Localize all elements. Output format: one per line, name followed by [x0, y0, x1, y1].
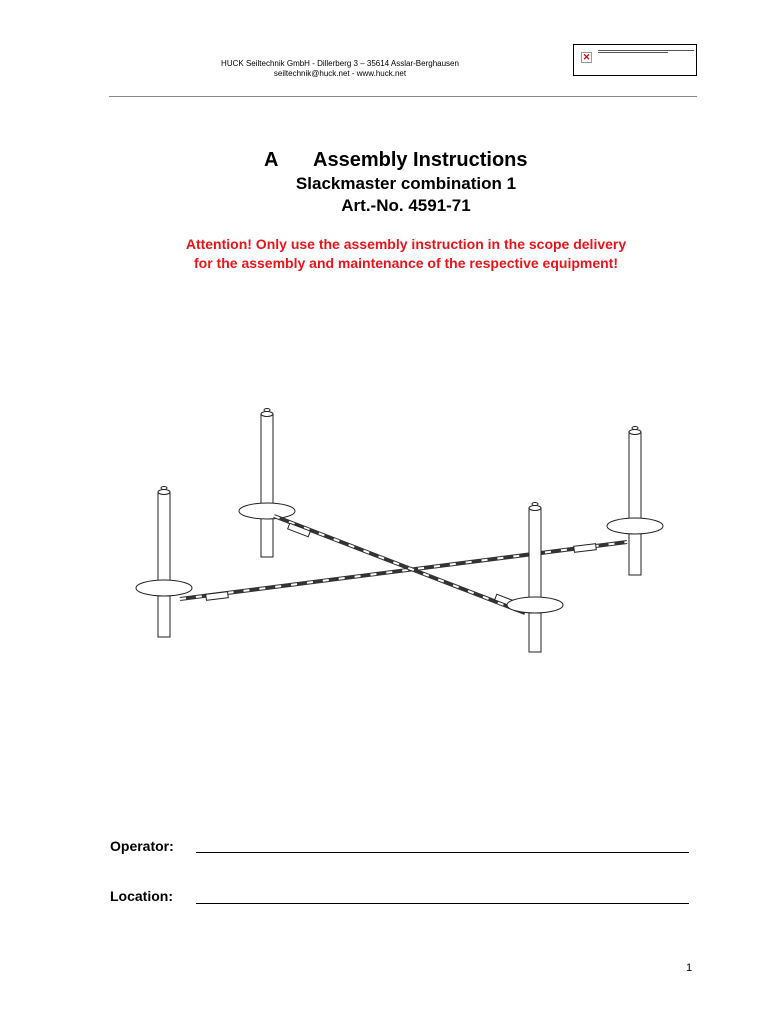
header-divider [109, 96, 697, 97]
operator-label: Operator: [110, 838, 174, 854]
broken-image-icon: ✕ [582, 52, 591, 62]
location-label: Location: [110, 888, 173, 904]
operator-field[interactable] [196, 852, 689, 853]
attention-line-1: Attention! Only use the assembly instruction in the scope delivery [185, 236, 627, 252]
post-back-right [607, 427, 663, 576]
company-line: HUCK Seiltechnik GmbH - Dillerberg 3 – 35614 Asslar-Berghausen [221, 59, 459, 68]
product-name: Slackmaster combination 1 [295, 174, 517, 193]
company-address [190, 59, 490, 79]
contact-line: seiltechnik@huck.net - www.huck.net [273, 69, 407, 78]
post-front-right [507, 503, 563, 653]
location-field[interactable] [196, 903, 689, 904]
title-heading: Assembly Instructions [313, 149, 528, 171]
slackmaster-illustration [130, 400, 670, 660]
page-number: 1 [686, 962, 693, 974]
slackline-b [274, 516, 525, 613]
article-number: Art.-No. 4591-71 [341, 196, 471, 215]
section-letter: A [264, 149, 279, 171]
slackline-a [180, 542, 627, 599]
logo-placeholder-text [598, 50, 694, 54]
attention-line-2: for the assembly and maintenance of the respective equipment! [194, 255, 618, 271]
document-title [0, 149, 770, 175]
attention-notice [0, 235, 770, 273]
company-logo [573, 44, 697, 76]
post-back-left [239, 409, 295, 558]
post-front-left [136, 487, 192, 638]
